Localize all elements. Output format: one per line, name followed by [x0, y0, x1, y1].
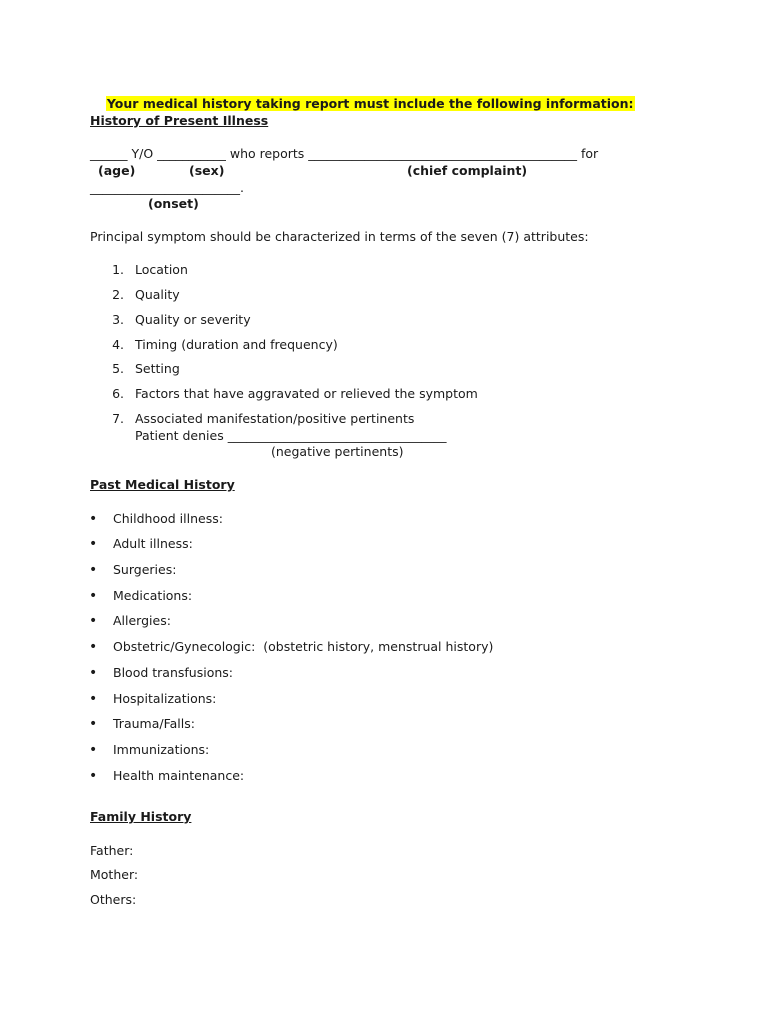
attribute-number: 1.	[112, 262, 124, 277]
pmh-item: Medications:	[113, 588, 193, 603]
bullet-icon: •	[89, 639, 98, 655]
pmh-item: Obstetric/Gynecologic: (obstetric history, menstrual history)	[113, 639, 494, 654]
bullet-icon: •	[89, 768, 98, 784]
hpi-template-line-2: ________________________.	[90, 180, 244, 195]
pmh-item: Hospitalizations:	[113, 691, 217, 706]
family-item-father: Father:	[90, 843, 134, 858]
attribute-number: 4.	[112, 337, 124, 352]
pmh-item: Allergies:	[113, 613, 171, 628]
bullet-icon: •	[89, 613, 98, 629]
attribute-text: Associated manifestation/positive pertinents	[135, 411, 415, 426]
pmh-item: Adult illness:	[113, 536, 193, 551]
attribute-number: 6.	[112, 386, 124, 401]
intro-highlight: Your medical history taking report must include the following information:	[106, 96, 634, 111]
onset-label: (onset)	[148, 196, 199, 211]
chief-complaint-label: (chief complaint)	[407, 163, 528, 178]
attribute-text: Setting	[135, 361, 180, 376]
pmh-item: Immunizations:	[113, 742, 210, 757]
attribute-number: 3.	[112, 312, 124, 327]
sex-label: (sex)	[189, 163, 225, 178]
pmh-item: Surgeries:	[113, 562, 177, 577]
pmh-item: Health maintenance:	[113, 768, 245, 783]
bullet-icon: •	[89, 562, 98, 578]
pmh-item: Trauma/Falls:	[113, 716, 195, 731]
attribute-text: Factors that have aggravated or relieved the symptom	[135, 386, 478, 401]
negative-pertinents-label: (negative pertinents)	[271, 444, 404, 459]
hpi-template-line-1: ______ Y/O ___________ who reports ___________________________________________ for	[90, 146, 599, 161]
attribute-text: Quality or severity	[135, 312, 251, 327]
bullet-icon: •	[89, 716, 98, 732]
pmh-item: Childhood illness:	[113, 511, 223, 526]
patient-denies-line: Patient denies ___________________________________	[135, 428, 447, 443]
bullet-icon: •	[89, 691, 98, 707]
age-label: (age)	[98, 163, 136, 178]
attribute-text: Location	[135, 262, 188, 277]
pmh-heading: Past Medical History	[90, 477, 235, 492]
hpi-heading: History of Present Illness	[90, 113, 269, 128]
attribute-number: 5.	[112, 361, 124, 376]
bullet-icon: •	[89, 665, 98, 681]
bullet-icon: •	[89, 588, 98, 604]
family-heading: Family History	[90, 809, 192, 824]
bullet-icon: •	[89, 511, 98, 527]
attribute-number: 2.	[112, 287, 124, 302]
attributes-intro: Principal symptom should be characterized in terms of the seven (7) attributes:	[90, 229, 589, 244]
family-item-mother: Mother:	[90, 867, 139, 882]
attribute-text: Timing (duration and frequency)	[135, 337, 338, 352]
family-item-others: Others:	[90, 892, 137, 907]
attribute-text: Quality	[135, 287, 180, 302]
bullet-icon: •	[89, 742, 98, 758]
bullet-icon: •	[89, 536, 98, 552]
pmh-item: Blood transfusions:	[113, 665, 233, 680]
attribute-number: 7.	[112, 411, 124, 426]
